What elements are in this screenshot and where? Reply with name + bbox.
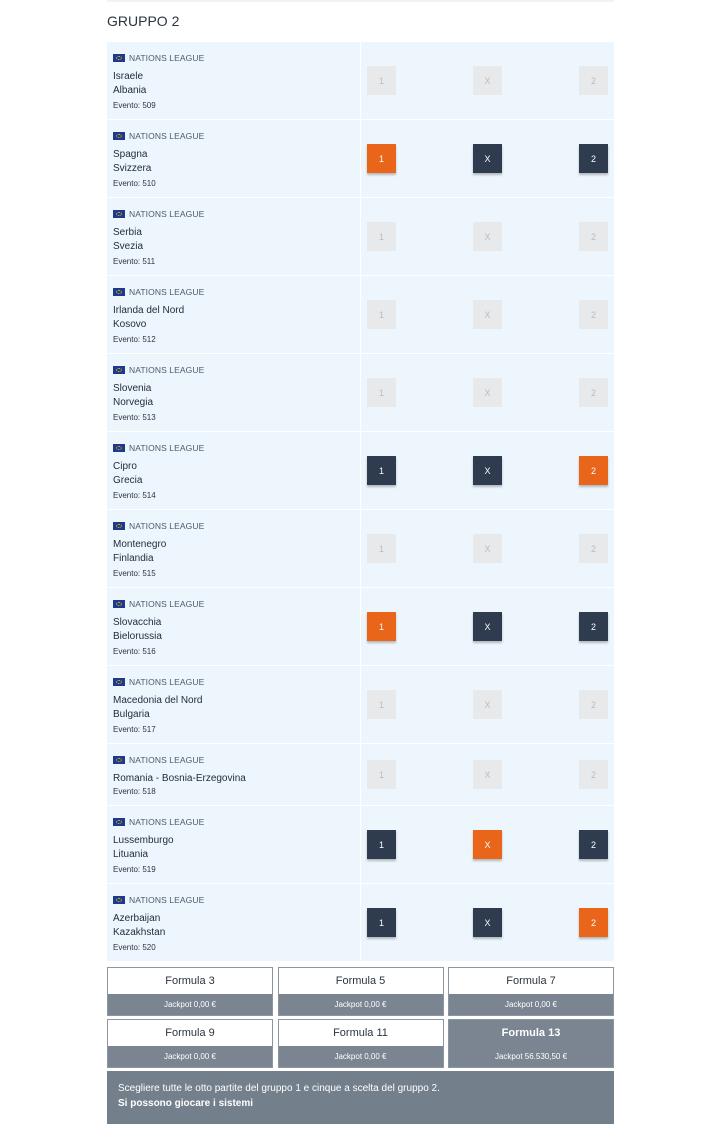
league-label xyxy=(113,443,204,453)
odd-1-button[interactable]: 1 xyxy=(367,66,396,95)
info-note xyxy=(107,1071,614,1124)
league-label xyxy=(113,677,204,687)
odd-x-button[interactable]: X xyxy=(473,144,502,173)
odd-1-button[interactable]: 1 xyxy=(367,534,396,563)
formula-jackpot: Jackpot 56.530,50 € xyxy=(449,1046,613,1067)
home-team: Romania - Bosnia-Erzegovina xyxy=(113,773,246,784)
formula-jackpot: Jackpot 0,00 € xyxy=(279,1046,443,1067)
league-name: NATIONS LEAGUE xyxy=(129,599,205,609)
eu-flag-icon xyxy=(113,818,125,826)
note-systems-text: Si possono giocare i sistemi xyxy=(118,1098,254,1109)
away-team: Kosovo xyxy=(113,319,147,330)
match-row xyxy=(107,588,614,666)
event-number: Evento: 520 xyxy=(113,943,156,952)
odd-1-button[interactable]: 1 xyxy=(367,612,396,641)
formula-name: Formula 9 xyxy=(165,1027,215,1039)
note-text: Scegliere tutte le otto partite del gruppo 1 e cinque a scelta del gruppo 2. xyxy=(118,1083,440,1094)
home-team: Cipro xyxy=(113,461,137,472)
odd-2-button[interactable]: 2 xyxy=(579,378,608,407)
event-number: Evento: 515 xyxy=(113,569,156,578)
away-team: Bielorussia xyxy=(113,631,162,642)
odd-x-button[interactable]: X xyxy=(473,760,502,789)
formula-name: Formula 11 xyxy=(333,1027,388,1039)
eu-flag-icon xyxy=(113,896,125,904)
formula-name: Formula 3 xyxy=(165,975,215,987)
away-team: Svezia xyxy=(113,241,144,252)
match-row xyxy=(107,432,614,510)
eu-flag-icon xyxy=(113,54,125,62)
odd-2-button[interactable]: 2 xyxy=(579,760,608,789)
home-team: Irlanda del Nord xyxy=(113,305,185,316)
home-team: Azerbaijan xyxy=(113,913,161,924)
event-number: Evento: 511 xyxy=(113,257,156,266)
match-info xyxy=(107,666,361,743)
match-info xyxy=(107,806,361,883)
odd-2-button[interactable]: 2 xyxy=(579,690,608,719)
league-name: NATIONS LEAGUE xyxy=(129,287,205,297)
home-team: Macedonia del Nord xyxy=(113,695,203,706)
match-row xyxy=(107,884,614,962)
match-row xyxy=(107,806,614,884)
formula-jackpot: Jackpot 0,00 € xyxy=(279,994,443,1015)
formula-jackpot: Jackpot 0,00 € xyxy=(108,994,272,1015)
away-team: Svizzera xyxy=(113,163,152,174)
match-info xyxy=(107,42,361,119)
event-number: Evento: 517 xyxy=(113,725,156,734)
home-team: Israele xyxy=(113,71,144,82)
match-row xyxy=(107,120,614,198)
home-team: Spagna xyxy=(113,149,148,160)
match-row xyxy=(107,42,614,120)
league-name: NATIONS LEAGUE xyxy=(129,365,205,375)
league-label xyxy=(113,287,204,297)
odd-x-button[interactable]: X xyxy=(473,456,502,485)
match-info xyxy=(107,432,361,509)
league-label xyxy=(113,131,204,141)
eu-flag-icon xyxy=(113,522,125,530)
odd-1-button[interactable]: 1 xyxy=(367,760,396,789)
match-row xyxy=(107,198,614,276)
formula-row xyxy=(107,967,614,1016)
league-name: NATIONS LEAGUE xyxy=(129,755,205,765)
odd-x-button[interactable]: X xyxy=(473,612,502,641)
league-label xyxy=(113,755,204,765)
odd-x-button[interactable]: X xyxy=(473,300,502,329)
formula-jackpot: Jackpot 0,00 € xyxy=(449,994,613,1015)
odd-2-button[interactable]: 2 xyxy=(579,830,608,859)
event-number: Evento: 518 xyxy=(113,787,156,796)
eu-flag-icon xyxy=(113,756,125,764)
eu-flag-icon xyxy=(113,210,125,218)
league-name: NATIONS LEAGUE xyxy=(129,53,205,63)
home-team: Serbia xyxy=(113,227,142,238)
home-team: Montenegro xyxy=(113,539,167,550)
league-label xyxy=(113,365,204,375)
odd-1-button[interactable]: 1 xyxy=(367,456,396,485)
eu-flag-icon xyxy=(113,132,125,140)
match-info xyxy=(107,276,361,353)
league-label xyxy=(113,895,204,905)
formula-option[interactable] xyxy=(107,1019,273,1068)
match-info xyxy=(107,354,361,431)
away-team: Finlandia xyxy=(113,553,154,564)
formula-name: Formula 7 xyxy=(506,975,556,987)
league-label xyxy=(113,599,204,609)
match-info xyxy=(107,744,361,805)
event-number: Evento: 514 xyxy=(113,491,156,500)
eu-flag-icon xyxy=(113,678,125,686)
match-row xyxy=(107,276,614,354)
event-number: Evento: 509 xyxy=(113,101,156,110)
odd-2-button[interactable]: 2 xyxy=(579,612,608,641)
formula-selector xyxy=(107,967,614,1071)
home-team: Slovacchia xyxy=(113,617,162,628)
away-team: Norvegia xyxy=(113,397,154,408)
odd-x-button[interactable]: X xyxy=(473,908,502,937)
odd-x-button[interactable]: X xyxy=(473,534,502,563)
odd-2-button[interactable]: 2 xyxy=(579,300,608,329)
odd-1-button[interactable]: 1 xyxy=(367,144,396,173)
match-row xyxy=(107,510,614,588)
league-label xyxy=(113,209,204,219)
odd-x-button[interactable]: X xyxy=(473,830,502,859)
odd-2-button[interactable]: 2 xyxy=(579,908,608,937)
eu-flag-icon xyxy=(113,366,125,374)
event-number: Evento: 510 xyxy=(113,179,156,188)
odd-2-button[interactable]: 2 xyxy=(579,144,608,173)
match-info xyxy=(107,510,361,587)
league-name: NATIONS LEAGUE xyxy=(129,209,205,219)
away-team: Lituania xyxy=(113,849,149,860)
away-team: Bulgaria xyxy=(113,709,150,720)
odd-2-button[interactable]: 2 xyxy=(579,222,608,251)
league-label xyxy=(113,817,204,827)
eu-flag-icon xyxy=(113,288,125,296)
odd-1-button[interactable]: 1 xyxy=(367,690,396,719)
formula-name: Formula 13 xyxy=(501,1027,561,1039)
league-name: NATIONS LEAGUE xyxy=(129,131,205,141)
league-name: NATIONS LEAGUE xyxy=(129,895,205,905)
league-name: NATIONS LEAGUE xyxy=(129,677,205,687)
match-info xyxy=(107,884,361,961)
odd-1-button[interactable]: 1 xyxy=(367,222,396,251)
formula-option[interactable] xyxy=(448,1019,614,1068)
group-title: GRUPPO 2 xyxy=(107,13,180,29)
odd-1-button[interactable]: 1 xyxy=(367,300,396,329)
formula-option[interactable] xyxy=(448,967,614,1016)
formula-jackpot: Jackpot 0,00 € xyxy=(108,1046,272,1067)
formula-row xyxy=(107,1019,614,1068)
match-info xyxy=(107,588,361,665)
odd-2-button[interactable]: 2 xyxy=(579,534,608,563)
home-team: Slovenia xyxy=(113,383,152,394)
match-row xyxy=(107,744,614,806)
odd-2-button[interactable]: 2 xyxy=(579,66,608,95)
event-number: Evento: 519 xyxy=(113,865,156,874)
event-number: Evento: 516 xyxy=(113,647,156,656)
match-info xyxy=(107,198,361,275)
odd-x-button[interactable]: X xyxy=(473,690,502,719)
odd-1-button[interactable]: 1 xyxy=(367,830,396,859)
formula-option[interactable] xyxy=(278,1019,444,1068)
odd-1-button[interactable]: 1 xyxy=(367,908,396,937)
eu-flag-icon xyxy=(113,444,125,452)
home-team: Lussemburgo xyxy=(113,835,174,846)
away-team: Albania xyxy=(113,85,147,96)
match-list xyxy=(107,42,614,962)
league-name: NATIONS LEAGUE xyxy=(129,443,205,453)
event-number: Evento: 512 xyxy=(113,335,156,344)
odd-1-button[interactable]: 1 xyxy=(367,378,396,407)
league-label xyxy=(113,521,204,531)
group-2-section xyxy=(107,0,614,962)
event-number: Evento: 513 xyxy=(113,413,156,422)
odd-x-button[interactable]: X xyxy=(473,222,502,251)
league-label xyxy=(113,53,204,63)
league-name: NATIONS LEAGUE xyxy=(129,817,205,827)
match-row xyxy=(107,666,614,744)
odd-x-button[interactable]: X xyxy=(473,66,502,95)
match-row xyxy=(107,354,614,432)
odd-2-button[interactable]: 2 xyxy=(579,456,608,485)
formula-name: Formula 5 xyxy=(335,975,386,987)
odd-x-button[interactable]: X xyxy=(473,378,502,407)
league-name: NATIONS LEAGUE xyxy=(129,521,205,531)
formula-option[interactable] xyxy=(107,967,273,1016)
away-team: Kazakhstan xyxy=(113,927,166,938)
away-team: Grecia xyxy=(113,475,143,486)
eu-flag-icon xyxy=(113,600,125,608)
formula-option[interactable] xyxy=(278,967,444,1016)
match-info xyxy=(107,120,361,197)
